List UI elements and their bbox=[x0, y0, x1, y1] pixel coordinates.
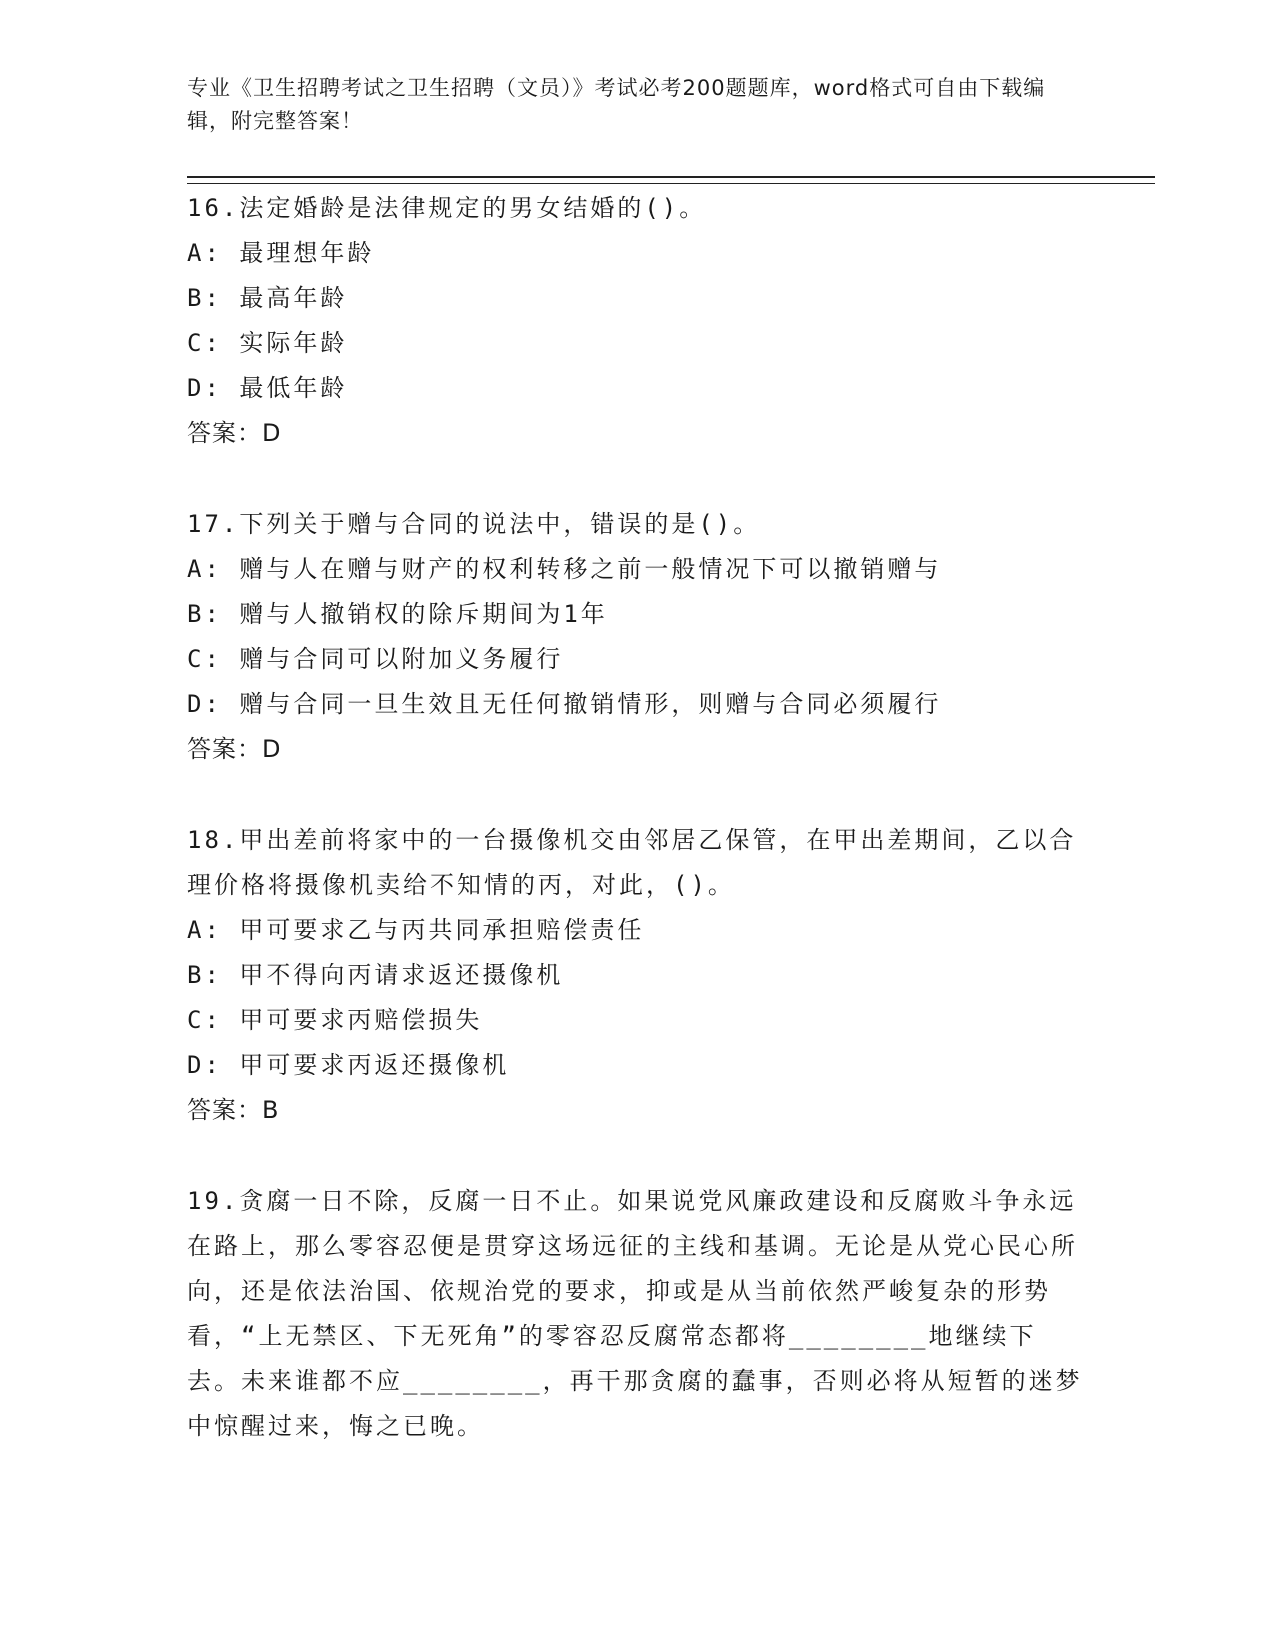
option-c: C: 实际年龄 bbox=[187, 329, 348, 357]
header-divider-thick bbox=[187, 176, 1155, 178]
answer-value: D bbox=[262, 419, 282, 447]
question-17 bbox=[187, 502, 1087, 818]
question-spacer bbox=[187, 1133, 1087, 1179]
question-18 bbox=[187, 818, 1087, 1179]
question-stem: 16.法定婚龄是法律规定的男女结婚的()。 bbox=[187, 194, 707, 222]
question-list bbox=[187, 186, 1087, 1449]
question-16 bbox=[187, 186, 1087, 502]
answer-line bbox=[187, 411, 1087, 456]
option-b: B: 赠与人撤销权的除斥期间为1年 bbox=[187, 600, 608, 628]
answer-line bbox=[187, 1088, 1087, 1133]
answer-label: 答案： bbox=[187, 1096, 262, 1124]
option-c: C: 甲可要求丙赔偿损失 bbox=[187, 1006, 483, 1034]
option-d: D: 甲可要求丙返还摄像机 bbox=[187, 1051, 510, 1079]
page-header: 专业《卫生招聘考试之卫生招聘（文员）》考试必考200题题库，word格式可自由下载编辑，附完整答案！ bbox=[187, 76, 1046, 133]
question-spacer bbox=[187, 456, 1087, 502]
answer-value: D bbox=[262, 735, 282, 763]
question-19 bbox=[187, 1179, 1087, 1449]
option-a: A: 甲可要求乙与丙共同承担赔偿责任 bbox=[187, 916, 645, 944]
question-stem: 17.下列关于赠与合同的说法中，错误的是()。 bbox=[187, 510, 761, 538]
option-c: C: 赠与合同可以附加义务履行 bbox=[187, 645, 564, 673]
option-a: A: 最理想年龄 bbox=[187, 239, 375, 267]
option-a: A: 赠与人在赠与财产的权利转移之前一般情况下可以撤销赠与 bbox=[187, 555, 942, 583]
option-d: D: 最低年龄 bbox=[187, 374, 348, 402]
question-spacer bbox=[187, 772, 1087, 818]
option-b: B: 最高年龄 bbox=[187, 284, 348, 312]
answer-value: B bbox=[262, 1096, 280, 1124]
answer-label: 答案： bbox=[187, 735, 262, 763]
answer-line bbox=[187, 727, 1087, 772]
answer-label: 答案： bbox=[187, 419, 262, 447]
question-stem: 19.贪腐一日不除，反腐一日不止。如果说党风廉政建设和反腐败斗争永远在路上，那么零容忍便是贯穿这场远征的主线和基调。无论是从党心民心所向，还是依法治国、依规治党的要求，抑或是从当前依然严峻复杂的形势看，“上无禁区、下无死角”的零容忍反腐常态都将________地继续下去。未来谁都不应________，再干那贪腐的蠢事，否则必将从短暂的迷梦中惊醒过来，悔之已晚。 bbox=[187, 1187, 1083, 1440]
option-d: D: 赠与合同一旦生效且无任何撤销情形，则赠与合同必须履行 bbox=[187, 690, 942, 718]
option-b: B: 甲不得向丙请求返还摄像机 bbox=[187, 961, 564, 989]
header-divider-thin bbox=[187, 183, 1155, 184]
question-stem: 18.甲出差前将家中的一台摄像机交由邻居乙保管，在甲出差期间，乙以合理价格将摄像机卖给不知情的丙，对此，()。 bbox=[187, 826, 1077, 899]
